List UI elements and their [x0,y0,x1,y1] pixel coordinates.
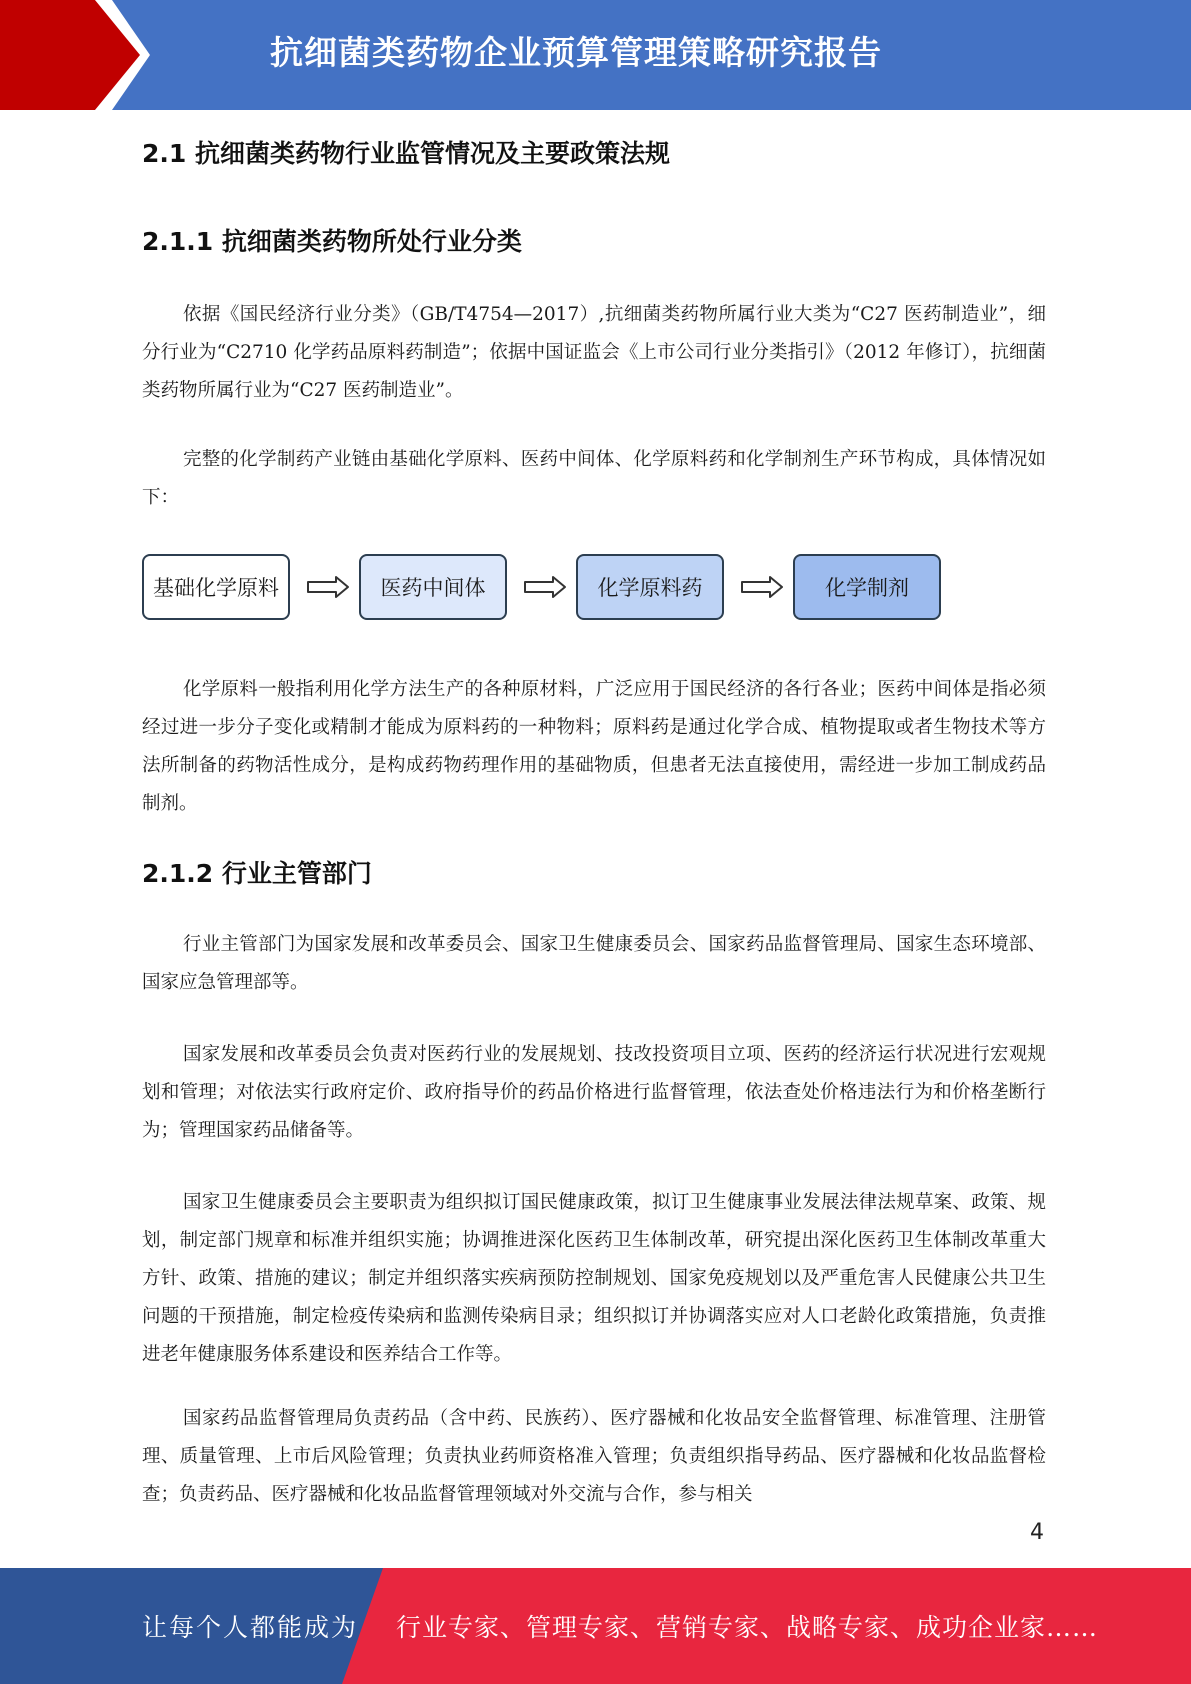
flow-step-intermediates: 医药中间体 [359,554,507,620]
page-header [0,0,1191,110]
arrow-right-icon [740,575,784,599]
section-heading-2-1-1: 2.1.1 抗细菌类药物所处行业分类 [142,227,522,256]
page-number: 4 [1030,1520,1044,1545]
paragraph-nmpa: 国家药品监督管理局负责药品（含中药、民族药）、医疗器械和化妆品安全监督管理、标准管理、注册管理、质量管理、上市后风险管理；负责执业药师资格准入管理；负责组织指导药品、医疗器械和化妆品监督检查；负责药品、医疗器械和化妆品监督管理领域对外交流与合作，参与相关 [142,1408,1046,1505]
paragraph-industry-classification: 依据《国民经济行业分类》（GB/T4754—2017）,抗细菌类药物所属行业大类为“C27 医药制造业”，细分行业为“C2710 化学药品原料药制造”；依据中国证监会《上市公司行业分类指引》（2012 年修订），抗细菌类药物所属行业为“C27 医药制造业”。 [142,304,1046,401]
paragraph-nhc: 国家卫生健康委员会主要职责为组织拟订国民健康政策，拟订卫生健康事业发展法律法规草案、政策、规划，制定部门规章和标准并组织实施；协调推进深化医药卫生体制改革，研究提出深化医药卫生体制改革重大方针、政策、措施的建议；制定并组织落实疾病预防控制规划、国家免疫规划以及严重危害人民健康公共卫生问题的干预措施，制定检疫传染病和监测传染病目录；组织拟订并协调落实应对人口老龄化政策措施，负责推进老年健康服务体系建设和医养结合工作等。 [142,1192,1046,1365]
flow-step-api: 化学原料药 [576,554,724,620]
paragraph-authorities: 行业主管部门为国家发展和改革委员会、国家卫生健康委员会、国家药品监督管理局、国家生态环境部、国家应急管理部等。 [142,934,1046,993]
flow-step-preparations: 化学制剂 [793,554,941,620]
flow-step-basic-chemicals: 基础化学原料 [142,554,290,620]
paragraph-definitions: 化学原料一般指利用化学方法生产的各种原材料，广泛应用于国民经济的各行各业；医药中间体是指必须经过进一步分子变化或精制才能成为原料药的一种物料；原料药是通过化学合成、植物提取或者生物技术等方法所制备的药物活性成分，是构成药物药理作用的基础物质，但患者无法直接使用，需经进一步加工制成药品制剂。 [142,679,1046,814]
report-title: 抗细菌类药物企业预算管理策略研究报告 [270,33,882,72]
arrow-right-icon [306,575,350,599]
arrow-right-icon [523,575,567,599]
footer-slogan-right: 行业专家、管理专家、营销专家、战略专家、成功企业家…… [396,1613,1099,1642]
section-heading-2-1: 2.1 抗细菌类药物行业监管情况及主要政策法规 [142,139,670,168]
page-footer [0,1568,1191,1684]
paragraph-ndrc: 国家发展和改革委员会负责对医药行业的发展规划、技改投资项目立项、医药的经济运行状况进行宏观规划和管理；对依法实行政府定价、政府指导价的药品价格进行监督管理，依法查处价格违法行为和价格垄断行为；管理国家药品储备等。 [142,1044,1046,1141]
section-heading-2-1-2: 2.1.2 行业主管部门 [142,859,372,888]
paragraph-industry-chain: 完整的化学制药产业链由基础化学原料、医药中间体、化学原料药和化学制剂生产环节构成，具体情况如下： [142,449,1046,508]
industry-chain-diagram [142,554,942,622]
footer-slogan-left: 让每个人都能成为 [142,1613,359,1642]
header-chevron-icon [0,0,160,110]
